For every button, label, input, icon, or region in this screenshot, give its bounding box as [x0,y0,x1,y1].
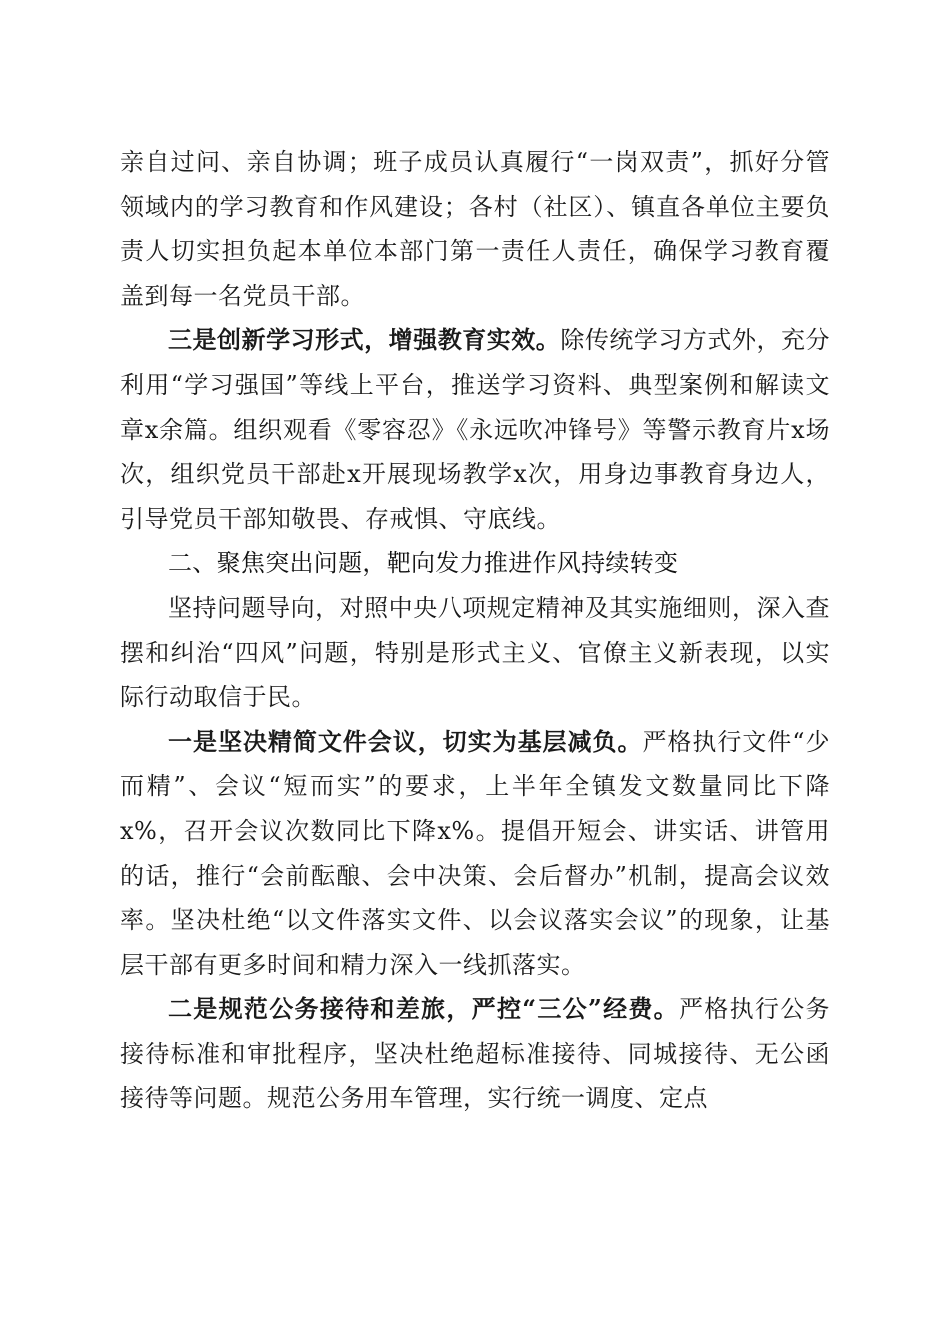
paragraph-point-one [120,720,830,988]
paragraph-intro [120,586,830,720]
document-body [120,140,830,1121]
section-heading: 二、聚焦突出问题，靶向发力推进作风持续转变 [168,549,679,578]
paragraph-point-three [120,318,830,541]
paragraph-point-two [120,987,830,1121]
paragraph-text: 亲自过问、亲自协调；班子成员认真履行“一岗双责”，抓好分管领域内的学习教育和作风建设；各村（社区）、镇直各单位主要负责人切实担负起本单位本部门第一责任人责任，确保学习教育覆盖到每一名党员干部。 [120,148,830,310]
point-lead: 二是规范公务接待和差旅，严控“三公”经费。 [168,994,679,1024]
paragraph-continued [120,140,830,318]
paragraph-text: 坚持问题导向，对照中央八项规定精神及其实施细则，深入查摆和纠治“四风”问题，特别是形式主义、官僚主义新表现，以实际行动取信于民。 [120,593,830,712]
paragraph-text: 严格执行文件“少而精”、会议“短而实”的要求，上半年全镇发文数量同比下降x%，召开会议次数同比下降x%。提倡开短会、讲实话、讲管用的话，推行“会前酝酿、会中决策、会后督办”机制，提高会议效率。坚决杜绝“以文件落实文件、以会议落实会议”的现象，让基层干部有更多时间和精力深入一线抓落实。 [120,727,830,979]
paragraph-text: 严格执行公务接待标准和审批程序，坚决杜绝超标准接待、同城接待、无公函接待等问题。规范公务用车管理，实行统一调度、定点 [120,995,831,1113]
point-lead: 三是创新学习形式，增强教育实效。 [168,325,561,355]
paragraph-text: 除传统学习方式外，充分利用“学习强国”等线上平台，推送学习资料、典型案例和解读文章x余篇。组织观看《零容忍》《永远吹冲锋号》等警示教育片x场次，组织党员干部赴x开展现场教学x次，用身边事教育身边人，引导党员干部知敬畏、存戒惧、守底线。 [120,326,831,533]
point-lead: 一是坚决精简文件会议，切实为基层减负。 [168,726,643,756]
